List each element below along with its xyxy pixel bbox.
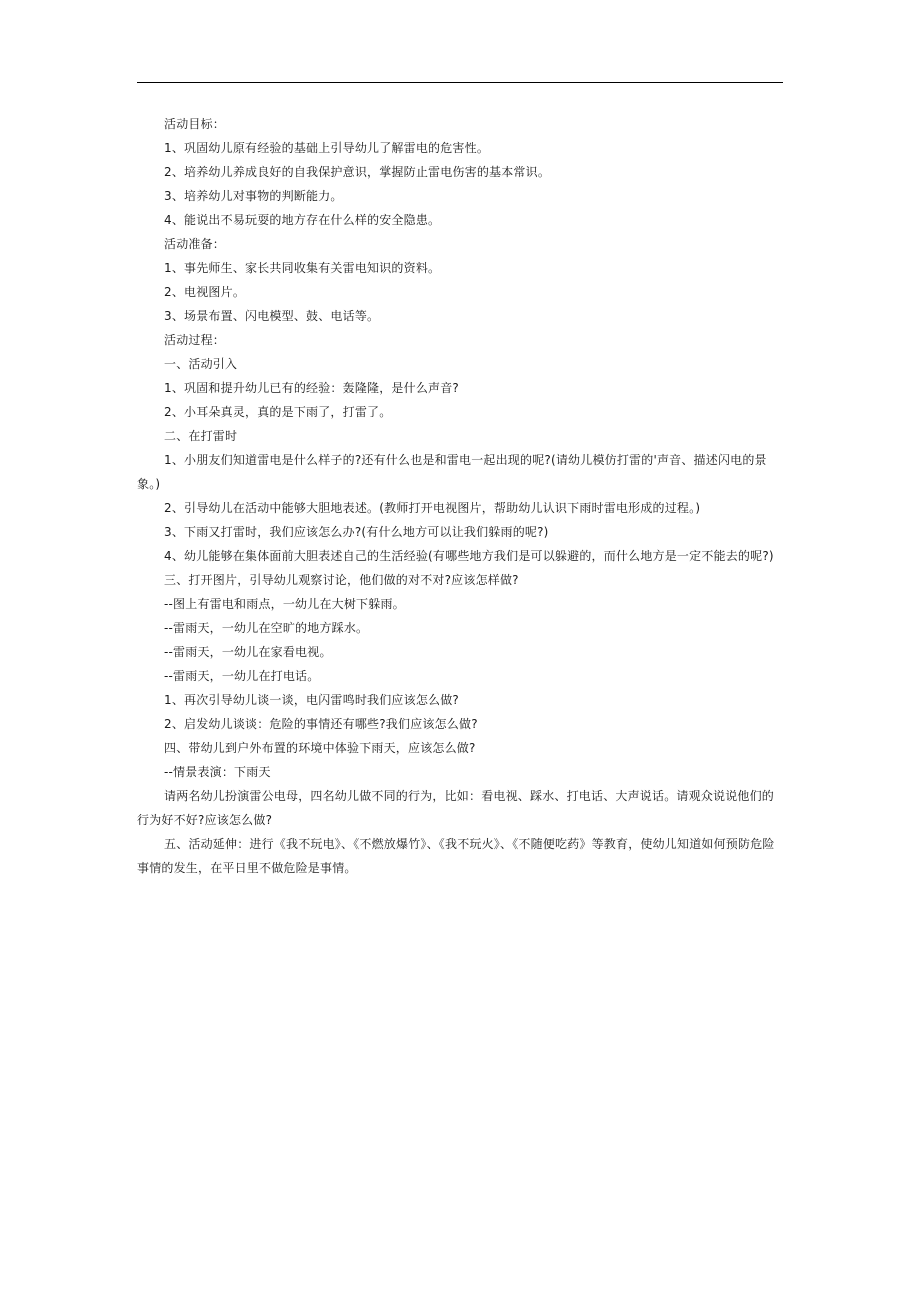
- preparation-2: 2、电视图片。: [164, 285, 246, 299]
- picture-desc-3: --雷雨天，一幼儿在家看电视。: [164, 645, 332, 659]
- preparation-1: 1、事先师生、家长共同收集有关雷电知识的资料。: [164, 261, 441, 275]
- process-step-2-heading: 二、在打雷时: [164, 429, 238, 443]
- preparation-3: 3、场景布置、闪电模型、鼓、电话等。: [164, 309, 380, 323]
- document-body: [137, 112, 783, 880]
- objective-2: 2、培养幼儿养成良好的自我保护意识，掌握防止雷电伤害的基本常识。: [164, 165, 551, 179]
- process-step-2-item-3: 3、下雨又打雷时，我们应该怎么办?(有什么地方可以让我们躲雨的呢?): [164, 525, 549, 539]
- section-heading-process: 活动过程：: [164, 333, 226, 347]
- scene-performance-desc: 请两名幼儿扮演雷公电母，四名幼儿做不同的行为，比如：看电视、踩水、打电话、大声说话。请观众说说他们的行为好不好?应该怎么做?: [137, 789, 775, 827]
- process-step-2-item-1: 1、小朋友们知道雷电是什么样子的?还有什么也是和雷电一起出现的呢?(请幼儿模仿打雷的'声音、描述闪电的景象。): [137, 453, 767, 491]
- objective-3: 3、培养幼儿对事物的判断能力。: [164, 189, 343, 203]
- process-step-1-heading: 一、活动引入: [164, 357, 238, 371]
- process-step-2-item-2: 2、引导幼儿在活动中能够大胆地表述。(教师打开电视图片，帮助幼儿认识下雨时雷电形成的过程。): [164, 501, 701, 515]
- scene-performance: --情景表演：下雨天: [164, 765, 271, 779]
- header-rule: [137, 82, 783, 83]
- process-step-1-item-1: 1、巩固和提升幼儿已有的经验：轰隆隆，是什么声音?: [164, 381, 460, 395]
- process-step-3-heading: 三、打开图片，引导幼儿观察讨论，他们做的对不对?应该怎样做?: [164, 573, 519, 587]
- picture-desc-4: --雷雨天，一幼儿在打电话。: [164, 669, 320, 683]
- objective-1: 1、巩固幼儿原有经验的基础上引导幼儿了解雷电的危害性。: [164, 141, 490, 155]
- section-heading-preparation: 活动准备：: [164, 237, 226, 251]
- activity-extension: 五、活动延伸：进行《我不玩电》、《不燃放爆竹》、《我不玩火》、《不随便吃药》等教育，使幼儿知道如何预防危险事情的发生，在平日里不做危险是事情。: [137, 837, 775, 875]
- section-heading-objectives: 活动目标：: [164, 117, 226, 131]
- picture-desc-1: --图上有雷电和雨点，一幼儿在大树下躲雨。: [164, 597, 405, 611]
- process-step-2-item-4: 4、幼儿能够在集体面前大胆表述自己的生活经验(有哪些地方我们是可以躲避的，而什么地方是一定不能去的呢?): [164, 549, 774, 563]
- picture-desc-2: --雷雨天，一幼儿在空旷的地方踩水。: [164, 621, 369, 635]
- objective-4: 4、能说出不易玩耍的地方存在什么样的安全隐患。: [164, 213, 441, 227]
- process-step-4-heading: 四、带幼儿到户外布置的环境中体验下雨天，应该怎么做?: [164, 741, 476, 755]
- process-step-3-item-2: 2、启发幼儿谈谈：危险的事情还有哪些?我们应该怎么做?: [164, 717, 478, 731]
- process-step-1-item-2: 2、小耳朵真灵，真的是下雨了，打雷了。: [164, 405, 392, 419]
- process-step-3-item-1: 1、再次引导幼儿谈一谈，电闪雷鸣时我们应该怎么做?: [164, 693, 460, 707]
